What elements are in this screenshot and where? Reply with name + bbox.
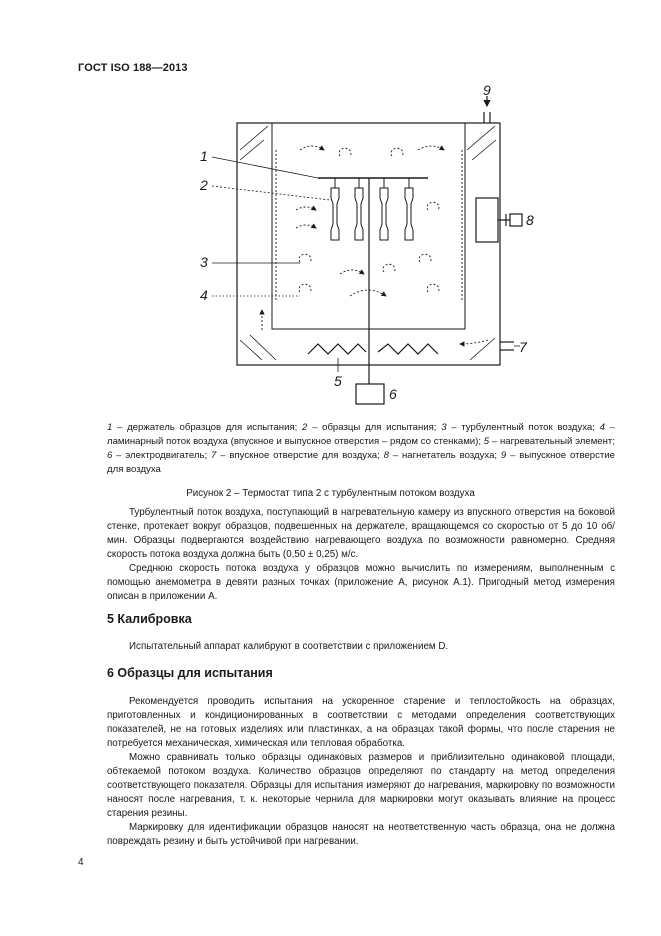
paragraph-specimen-preparation: Рекомендуется проводить испытания на ускоренное старение и теплостойкость на образцах, приготовленных и кондиционированных в соответствии с методами определения соответствующих показателей, не на готовых изделиях или пластинках, а на образцах такой формы, что после старения не потребуется механическая, химическая или тепловая обработка. — [107, 696, 615, 749]
legend-num-9: 9 — [500, 450, 507, 461]
legend-num-7: 7 — [211, 450, 217, 461]
blower-box — [476, 198, 498, 242]
label-6: 6 — [389, 386, 397, 402]
section-5-body — [107, 640, 615, 654]
label-3: 3 — [200, 254, 208, 270]
heater-left — [308, 344, 366, 354]
legend-text-4: – ламинарный поток воздуха (впускное и выпускное отверстия – рядом со стенками); — [107, 422, 615, 447]
legend-text-6: – электродвигатель; — [112, 450, 212, 461]
motor-box — [356, 384, 384, 404]
label-8: 8 — [526, 212, 534, 228]
label-2: 2 — [200, 177, 208, 193]
thermostat-diagram — [0, 0, 661, 410]
figure-legend — [107, 421, 615, 477]
heater-right — [378, 344, 438, 354]
legend-text-1: – держатель образцов для испытания; — [112, 422, 303, 433]
label-9: 9 — [483, 82, 491, 98]
specimens — [331, 178, 413, 240]
document-header: ГОСТ ISO 188—2013 — [78, 62, 188, 74]
legend-num-8: 8 — [383, 450, 389, 461]
paragraph-calibration: Испытательный аппарат калибруют в соответствии с приложением D. — [129, 641, 449, 652]
legend-text-2: – образцы для испытания; — [307, 422, 442, 433]
legend-num-5: 5 — [483, 436, 490, 447]
legend-text-3: – турбулентный поток воздуха; — [446, 422, 600, 433]
description-block — [107, 506, 615, 604]
legend-num-3: 3 — [441, 422, 447, 433]
paragraph-turbulent-flow: Турбулентный поток воздуха, поступающий в нагревательную камеру из впускного отверстия на боковой стенке, протекает вокруг образцов, подвешенных на держателе, вращающемся со скоростью от 5 до 10 об/мин. Образцы подвергаются воздействию нагревающего воздуха по возможности равномерно. Средняя скорость потока воздуха должна быть (0,50 ± 0,25) м/с. — [107, 507, 615, 560]
label-7: 7 — [519, 339, 527, 355]
legend-num-1: 1 — [107, 422, 113, 433]
label-5: 5 — [334, 373, 342, 389]
legend-num-6: 6 — [107, 450, 113, 461]
page-number: 4 — [78, 857, 84, 868]
legend-num-2: 2 — [302, 422, 308, 433]
paragraph-air-velocity: Среднюю скорость потока воздуха у образцов можно вычислить по измерениям, выполненным с помощью анемометра в девяти разных точках (приложение А, рисунок А.1). Пригодный метод измерения описан в приложении А. — [107, 563, 615, 602]
figure-caption: Рисунок 2 – Термостат типа 2 с турбулентным потоком воздуха — [186, 488, 475, 499]
legend-text-5: – нагревательный элемент; — [489, 436, 615, 447]
legend-text-7: – впускное отверстие для воздуха; — [216, 450, 384, 461]
legend-num-4: 4 — [599, 422, 605, 433]
paragraph-specimen-comparison: Можно сравнивать только образцы одинаковых размеров и приблизительно одинаковой площади, обтекаемой потоком воздуха. Количество образцов определяют по стандарту на метод определения соответствующего показателя. Образцы для испытания измеряют до нагревания, маркировку по возможности наносят после нагревания, т. к. некоторые чернила для маркировки могут оказывать влияние на процесс старения резины. — [107, 752, 615, 819]
label-4: 4 — [200, 287, 208, 303]
section-6-body — [107, 695, 615, 849]
section-5-heading: 5 Калибровка — [107, 612, 192, 626]
paragraph-specimen-marking: Маркировку для идентификации образцов наносят на неответственную часть образца, она не должна повреждать резину и быть устойчивой при нагревании. — [107, 822, 615, 847]
label-1: 1 — [200, 148, 208, 164]
legend-text-8: – нагнетатель воздуха; — [388, 450, 501, 461]
section-6-heading: 6 Образцы для испытания — [107, 666, 273, 680]
legend-text-9: – выпускное отверстие для воздуха — [107, 450, 616, 475]
